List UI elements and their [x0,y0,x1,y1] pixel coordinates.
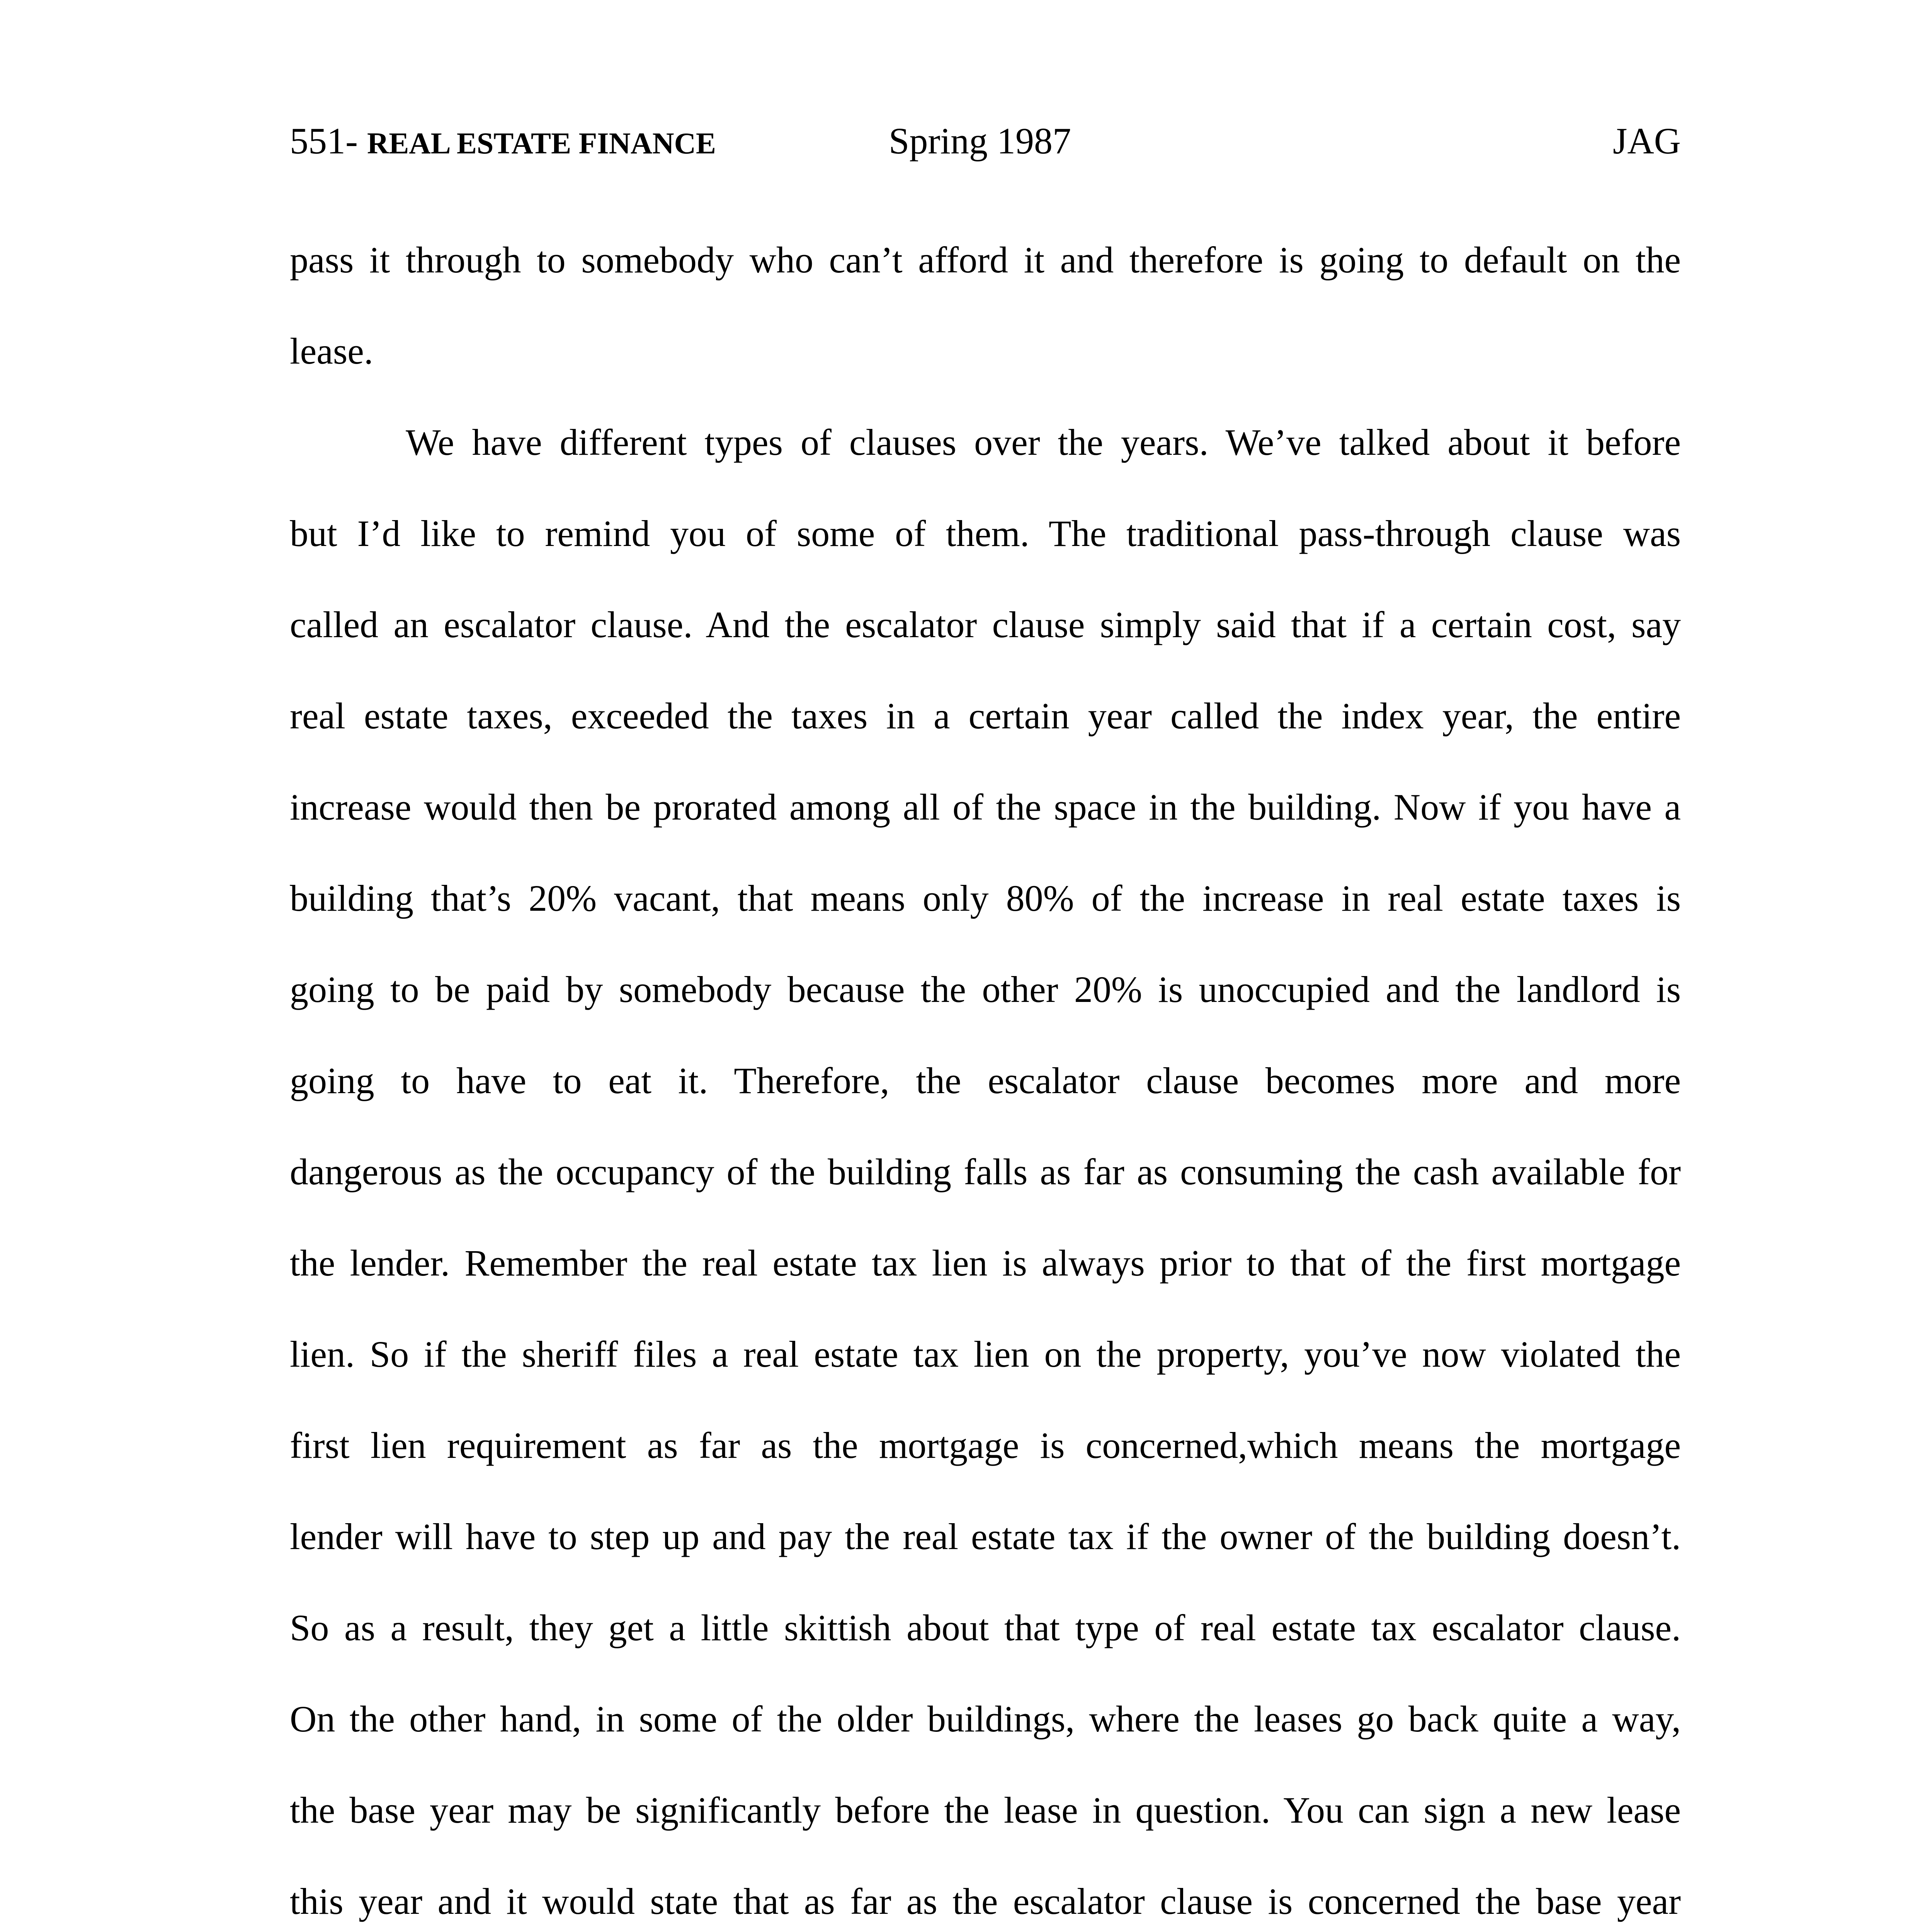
text-line: the base year may be significantly before the lease in question. You can sign a new lease [290,1789,1681,1831]
text-line: real estate taxes, exceeded the taxes in a certain year called the index year, the entire [290,695,1681,736]
page-header [290,112,1681,170]
text-line: pass it through to somebody who can’t afford it and therefore is going to default on the [290,239,1681,281]
text-line: building that’s 20% vacant, that means only 80% of the increase in real estate taxes is [290,878,1681,919]
transcript-body [290,214,1681,1932]
text-line: this year and it would state that as far as the escalator clause is concerned the base year [290,1881,1681,1922]
text-line: lien. So if the sheriff files a real estate tax lien on the property, you’ve now violated the [290,1333,1681,1375]
course-label [290,112,716,172]
text-line: but I’d like to remind you of some of them. The traditional pass-through clause was [290,513,1681,554]
text-line: going to have to eat it. Therefore, the escalator clause becomes more and more [290,1060,1681,1101]
text-line: lender will have to step up and pay the real estate tax if the owner of the building doesn’t. [290,1516,1681,1557]
text-line: increase would then be prorated among all of the space in the building. Now if you have a [290,786,1681,828]
text-line: first lien requirement as far as the mortgage is concerned,which means the mortgage [290,1425,1681,1466]
course-title: REAL ESTATE FINANCE [367,126,716,160]
course-number: 551- [290,120,358,162]
text-line: called an escalator clause. And the escalator clause simply said that if a certain cost, say [290,604,1681,645]
term-label: Spring 1987 [889,120,1071,162]
author-initials: JAG [1612,120,1681,162]
text-line: the lender. Remember the real estate tax lien is always prior to that of the first mortgage [290,1242,1681,1284]
text-line: dangerous as the occupancy of the building falls as far as consuming the cash available for [290,1151,1681,1192]
text-line: We have different types of clauses over the years. We’ve talked about it before [406,422,1681,463]
text-line: going to be paid by somebody because the other 20% is unoccupied and the landlord is [290,969,1681,1010]
text-line: lease. [290,330,373,372]
text-line: So as a result, they get a little skittish about that type of real estate tax escalator clause. [290,1607,1681,1648]
text-line: On the other hand, in some of the older buildings, where the leases go back quite a way, [290,1698,1681,1740]
